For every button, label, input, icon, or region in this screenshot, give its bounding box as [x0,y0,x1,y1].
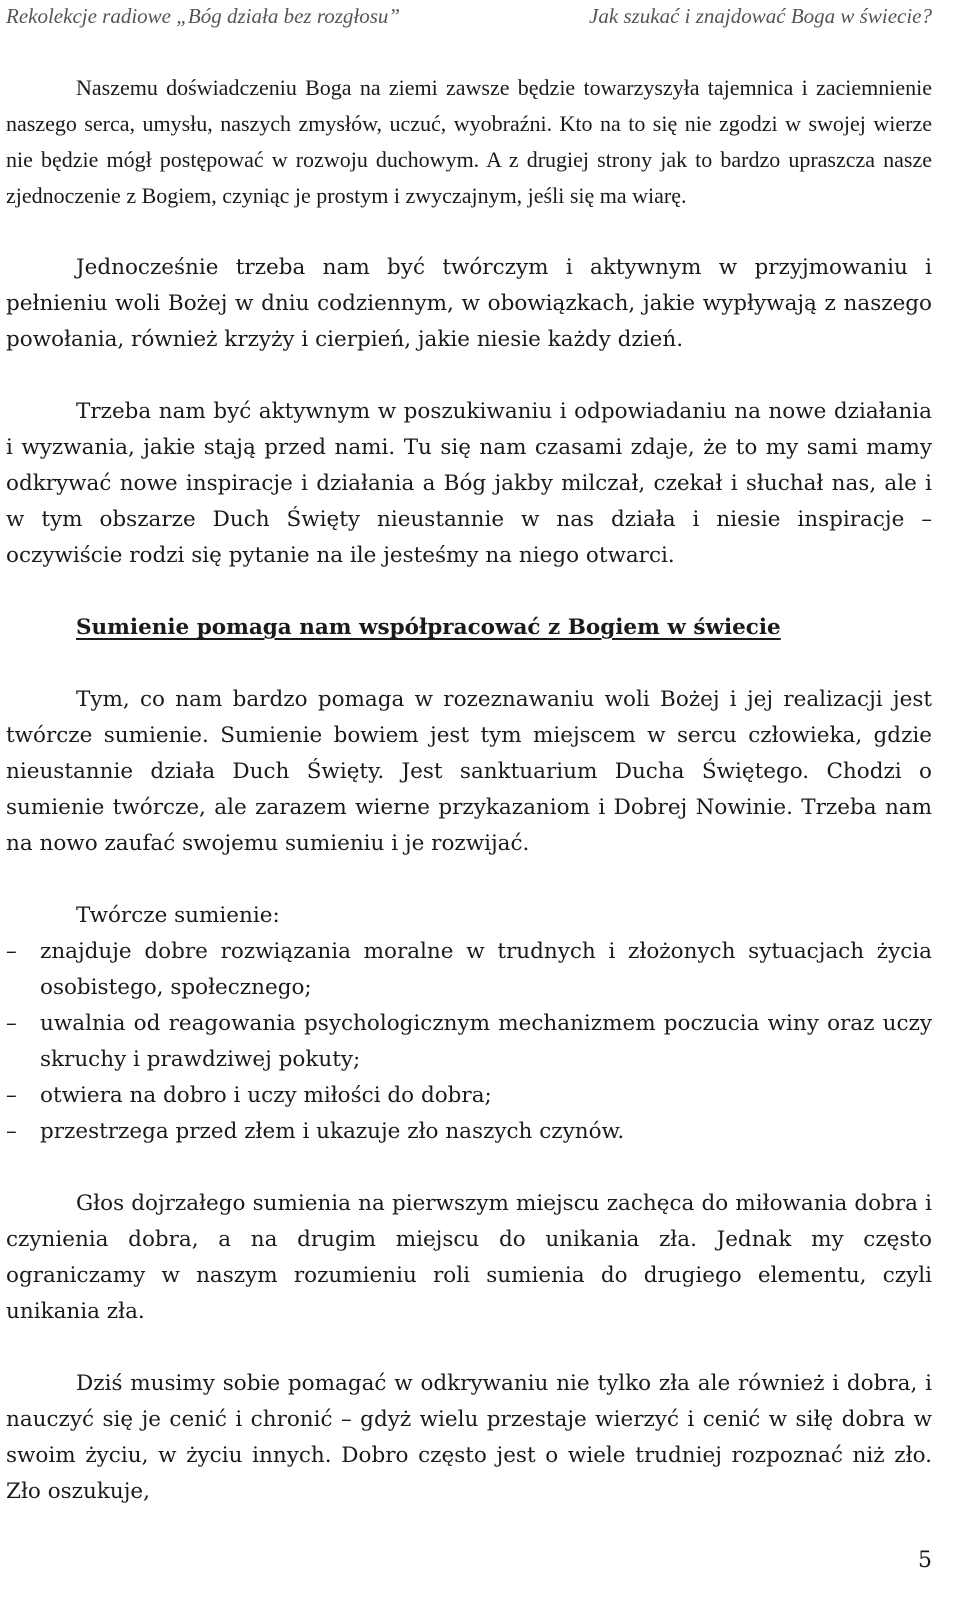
list-item-text: przestrzega przed złem i ukazuje zło naszych czynów. [40,1119,625,1144]
paragraph-1: Naszemu doświadczeniu Boga na ziemi zawsze będzie towarzyszyła tajemnica i zaciemnienie naszego serca, umysłu, naszych zmysłów, uczuć, wyobraźni. Kto na to się nie zgodzi w swojej wierze nie będzie mógł postępować w rozwoju duchowym. A z drugiej strony jak to bardzo upraszcza nasze zjednoczenie z Bogiem, czyniąc je prostym i zwyczajnym, jeśli się ma wiarę. [6,75,932,208]
section-heading: Sumienie pomaga nam współpracować z Bogiem w świecie [76,615,781,640]
dash-bullet: – [6,1011,17,1036]
list-item-text: uwalnia od reagowania psychologicznym mechanizmem poczucia winy oraz uczy skruchy i prawdziwej pokuty; [40,1011,932,1072]
paragraph-5: Głos dojrzałego sumienia na pierwszym miejscu zachęca do miłowania dobra i czynienia dobra, a na drugim miejscu do unikania zła. Jednak my często ograniczamy w naszym rozumieniu roli sumienia do drugiego elementu, czyli unikania zła. [6,1191,932,1324]
list-item [6,1006,932,1078]
dash-bullet: – [6,1083,17,1108]
running-header [6,2,932,30]
list-item [6,934,932,1006]
dash-bullet: – [6,939,17,964]
header-series-title: Rekolekcje radiowe „Bóg działa bez rozgłosu” [6,4,401,28]
paragraph-2: Jednocześnie trzeba nam być twórczym i aktywnym w przyjmowaniu i pełnieniu woli Bożej w dniu codziennym, w obowiązkach, jakie wypływają z naszego powołania, również krzyży i cierpień, jakie niesie każdy dzień. [6,255,932,352]
list-item [6,1114,932,1150]
page-body [6,70,932,1546]
header-chapter-title: Jak szukać i znajdować Boga w świecie? [589,4,932,28]
dash-bullet: – [6,1119,17,1144]
list-intro: Twórcze sumienie: [76,903,280,928]
paragraph-4: Tym, co nam bardzo pomaga w rozeznawaniu woli Bożej i jej realizacji jest twórcze sumienie. Sumienie bowiem jest tym miejscem w sercu człowieka, gdzie nieustannie działa Duch Święty. Jest sanktuarium Ducha Świętego. Chodzi o sumienie twórcze, ale zarazem wierne przykazaniom i Dobrej Nowinie. Trzeba nam na nowo zaufać swojemu sumieniu i je rozwijać. [6,687,932,856]
list-item-text: otwiera na dobro i uczy miłości do dobra; [40,1083,492,1108]
page-number: 5 [918,1548,932,1573]
list-item-text: znajduje dobre rozwiązania moralne w trudnych i złożonych sytuacjach życia osobistego, społecznego; [40,939,932,1000]
list-item [6,1078,932,1114]
paragraph-3: Trzeba nam być aktywnym w poszukiwaniu i odpowiadaniu na nowe działania i wyzwania, jakie stają przed nami. Tu się nam czasami zdaje, że to my sami mamy odkrywać nowe inspiracje i działania a Bóg jakby milczał, czekał i słuchał nas, ale i w tym obszarze Duch Święty nieustannie w nas działa i niesie inspiracje – oczywiście rodzi się pytanie na ile jesteśmy na niego otwarci. [6,399,932,568]
conscience-list [6,934,932,1150]
paragraph-6: Dziś musimy sobie pomagać w odkrywaniu nie tylko zła ale również i dobra, i nauczyć się je cenić i chronić – gdyż wielu przestaje wierzyć i cenić w siłę dobra w swoim życiu, w życiu innych. Dobro często jest o wiele trudniej rozpoznać niż zło. Zło oszukuje, [6,1371,932,1504]
